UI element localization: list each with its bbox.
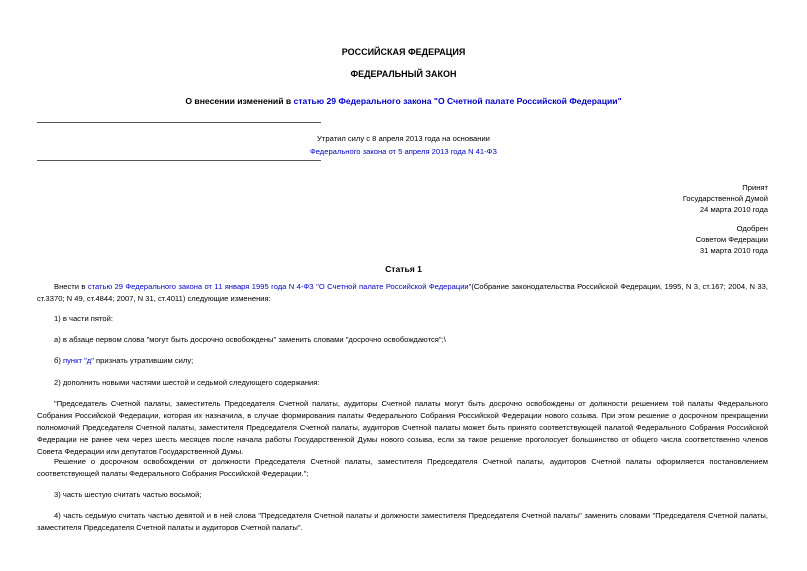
item-3: 3) часть шестую считать частью восьмой; — [54, 490, 202, 499]
item-1b-suffix: признать утратившим силу; — [93, 356, 194, 365]
item-4: 4) часть седьмую считать частью девятой и в ней слова "Председателя Счетной палаты и должности заместителя Председателя Счетной палаты" заменить словами "Председателя Счетной палаты, заместителя Председателя Счетной палаты и аудиторов Счетной палаты". — [37, 511, 768, 532]
doc-type-heading: ФЕДЕРАЛЬНЫЙ ЗАКОН — [350, 69, 457, 79]
item-1: 1) в части пятой: — [54, 314, 114, 323]
law-title-link[interactable]: статью 29 Федерального закона "О Счетной палате Российской Федерации" — [293, 96, 622, 106]
approved-date: 31 марта 2010 года — [699, 246, 768, 255]
note-top-rule — [37, 122, 321, 123]
accepted-body: Государственной Думой — [682, 194, 768, 203]
repeal-law-link[interactable]: Федерального закона от 5 апреля 2013 года N 41-ФЗ — [309, 146, 498, 156]
article-heading: Статья 1 — [385, 264, 422, 274]
repeal-note-text: Утратил силу с 8 апреля 2013 года на основании — [317, 134, 490, 143]
accepted-date: 24 марта 2010 года — [699, 205, 768, 214]
accepted-label: Принят — [742, 183, 768, 192]
accepted-block — [683, 182, 768, 215]
item-2-quote-part7: Решение о досрочном освобождении от должности Председателя Счетной палаты, заместителя Председателя Счетной палаты, аудиторов Счетной палаты оформляется постановлением соответствующей палаты Федерального Собрания Российской Федерации."; — [37, 457, 768, 478]
article-29-link[interactable]: статью 29 Федерального закона от 11 января 1995 года N 4-ФЗ "О Счетной палате Российской Федерации" — [87, 282, 472, 291]
approved-body: Советом Федерации — [695, 235, 768, 244]
intro-suffix: (Собрание законодательства Российской Федерации, 1995, N 3, ст.167; 2004, N 33, ст.3370; N 49, ст.4844; 2007, N 31, ст.4011) следующие изменения: — [37, 282, 768, 303]
law-title — [0, 96, 807, 106]
intro-prefix: Внести в — [54, 282, 88, 291]
item-1a: а) в абзаце первом слова "могут быть досрочно освобождены" заменить словами "досрочно освобождаются";\ — [54, 335, 446, 344]
item-2: 2) дополнить новыми частями шестой и седьмой следующего содержания: — [54, 378, 320, 387]
repeal-note — [0, 133, 807, 158]
item-2-quote-part6: "Председатель Счетной палаты, заместитель Председателя Счетной палаты, аудиторы Счетной палаты могут быть досрочно освобождены от должности решением той палаты Федерального Собрания Российской Федерации, которая их назначила, в случае формирования палаты Федерального Собрания Российской Федерации нового созыва. При этом решение о досрочном прекращении полномочий Председателя Счетной палаты, заместителя Председателя Счетной палаты, аудиторов Счетной палаты может быть принято соответствующей палатой Федерального Собрания Российской Федерации не ранее чем через шесть месяцев после начала работы Государственной Думы нового созыва, если за такое решение проголосует большинство от общего числа соответственно членов Совета Федерации или депутатов Государственной Думы. — [37, 399, 768, 456]
approved-label: Одобрен — [736, 224, 768, 233]
country-heading: РОССИЙСКАЯ ФЕДЕРАЦИЯ — [341, 47, 466, 57]
item-1b — [37, 355, 768, 367]
article-intro — [37, 281, 768, 305]
item-1b-prefix: б) — [54, 356, 63, 365]
law-title-prefix: О внесении изменений в — [185, 96, 294, 106]
point-d-link[interactable]: пункт "д" — [63, 356, 94, 365]
approved-block — [696, 223, 768, 256]
note-bottom-rule — [37, 160, 321, 161]
